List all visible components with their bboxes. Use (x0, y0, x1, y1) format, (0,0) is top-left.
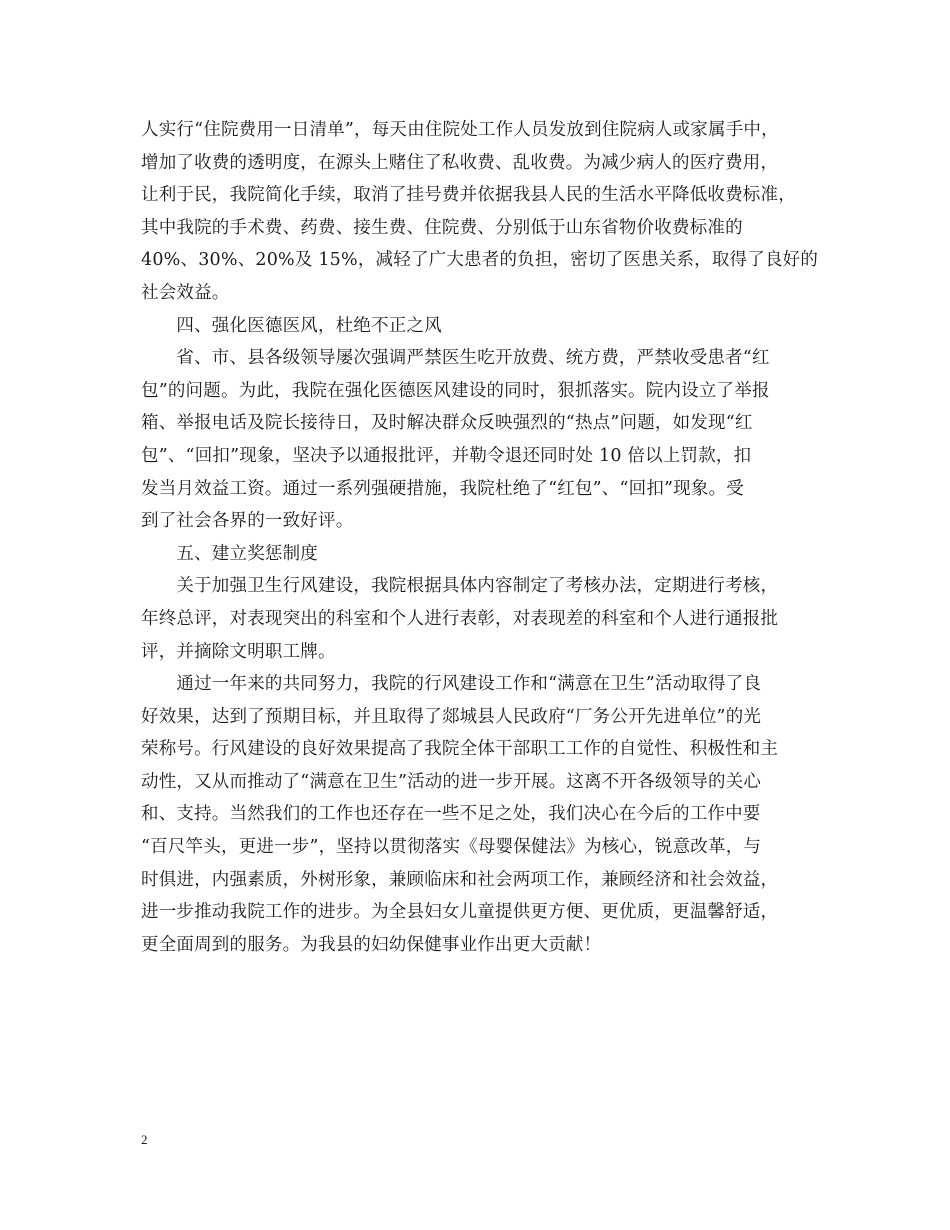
text-line: 通过一年来的共同努力，我院的行风建设工作和“满意在卫生”活动取得了良 (141, 674, 762, 695)
text-line: 评，并摘除文明职工牌。 (141, 641, 336, 662)
page-number: 2 (141, 1132, 148, 1147)
text-line: 40%、30%、20%及 15%，减轻了广大患者的负担，密切了医患关系，取得了良好的 (141, 250, 819, 271)
text-line: 关于加强卫生行风建设，我院根据具体内容制定了考核办法，定期进行考核， (141, 576, 779, 597)
text-line: 包”、“回扣”现象，坚决予以通报批评，并勒令退还同时处 10 倍以上罚款，扣 (141, 445, 752, 466)
text-line: 包”的问题。为此，我院在强化医德医风建设的同时，狠抓落实。院内设立了举报 (141, 380, 770, 401)
text-line: 发当月效益工资。通过一系列强硬措施，我院杜绝了“红包”、“回扣”现象。受 (141, 478, 744, 499)
text-line: 和、支持。当然我们的工作也还存在一些不足之处，我们决心在今后的工作中要 (141, 804, 761, 825)
section-heading: 四、强化医德医风，杜绝不正之风 (141, 315, 442, 336)
text-line: 更全面周到的服务。为我县的妇幼保健事业作出更大贡献！ (141, 934, 602, 955)
section-heading: 五、建立奖惩制度 (141, 543, 318, 564)
document-body (141, 114, 821, 961)
text-line: 年终总评，对表现突出的科室和个人进行表彰，对表现差的科室和个人进行通报批 (141, 608, 779, 629)
text-line: 让利于民，我院简化手续，取消了挂号费并依据我县人民的生活水平降低收费标准， (141, 185, 796, 206)
text-line: 荣称号。行风建设的良好效果提高了我院全体干部职工工作的自觉性、积极性和主 (141, 739, 779, 760)
text-line: 省、市、县各级领导屡次强调严禁医生吃开放费、统方费，严禁收受患者“红 (141, 348, 770, 369)
text-line: 时俱进，内强素质，外树形象，兼顾临床和社会两项工作，兼顾经济和社会效益， (141, 869, 779, 890)
text-line: 箱、举报电话及院长接待日，及时解决群众反映强烈的“热点”问题，如发现“红 (141, 413, 753, 434)
text-line: 好效果，达到了预期目标，并且取得了郯城县人民政府“厂务公开先进单位”的光 (141, 706, 762, 727)
text-line: 进一步推动我院工作的进步。为全县妇女儿童提供更方便、更优质，更温馨舒适， (141, 902, 779, 923)
text-line: “百尺竿头，更进一步”，坚持以贯彻落实《母婴保健法》为核心，锐意改革，与 (141, 837, 762, 858)
text-line: 动性，又从而推动了“满意在卫生”活动的进一步开展。这离不开各级领导的关心 (141, 771, 762, 792)
text-line: 人实行“住院费用一日清单”，每天由住院处工作人员发放到住院病人或家属手中， (141, 120, 779, 140)
text-line: 其中我院的手术费、药费、接生费、住院费、分别低于山东省物价收费标准的 (141, 217, 743, 238)
text-line: 到了社会各界的一致好评。 (141, 511, 354, 532)
text-line: 社会效益。 (141, 282, 230, 303)
text-line: 增加了收费的透明度，在源头上赌住了私收费、乱收费。为减少病人的医疗费用， (141, 152, 779, 173)
